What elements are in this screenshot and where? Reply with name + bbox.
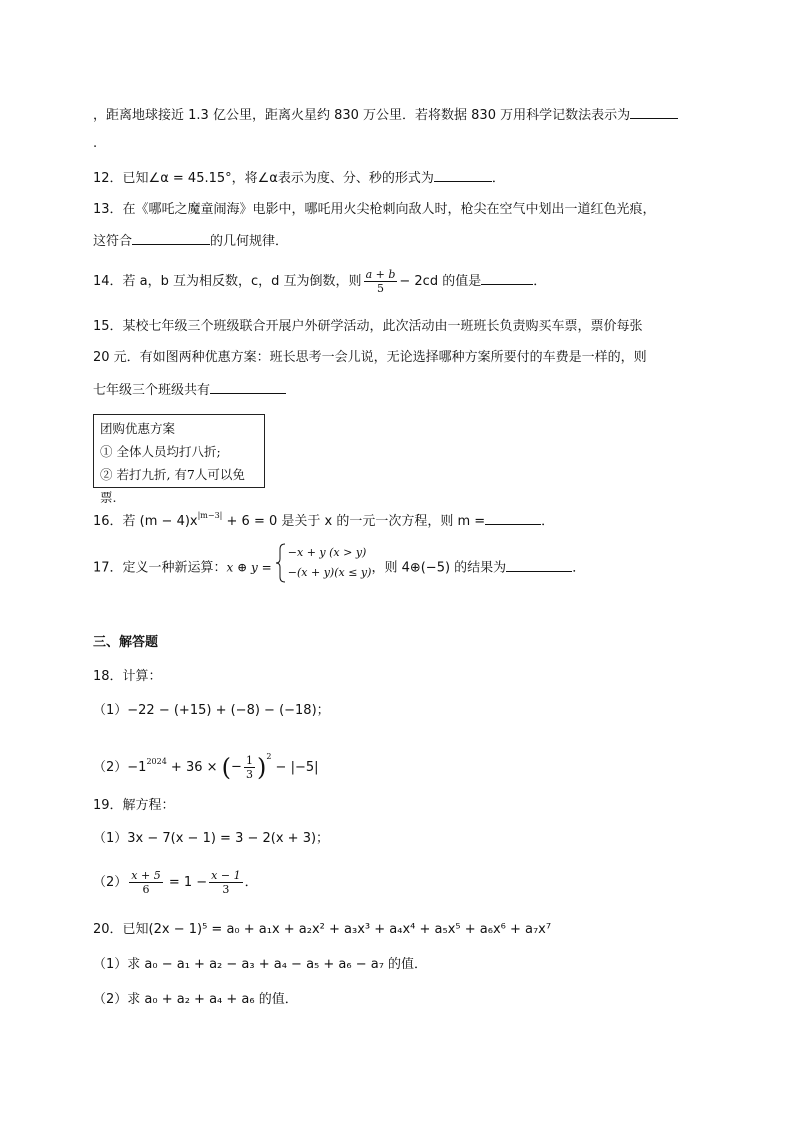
q13-line2 [93, 230, 288, 252]
q18-part2 [93, 741, 319, 784]
q19-p2-end: ． [244, 875, 258, 890]
q15-text: 七年级三个班级共有 [93, 383, 211, 398]
q19-fraction-1 [129, 869, 162, 896]
box-item-2: ② 若打九折, 有7人可以免票. [100, 467, 245, 505]
q20-part2: （2）求 a₀ + a₂ + a₄ + a₆ 的值． [93, 992, 298, 1007]
q17-case-2: −(x + y)(x ≤ y) [287, 566, 372, 579]
brace-icon [276, 543, 286, 583]
q12 [93, 167, 505, 189]
q17-cases [276, 543, 372, 593]
discount-scheme-box [93, 414, 265, 505]
q15-line3 [93, 379, 286, 401]
q13-end: 的几何规律． [210, 234, 289, 249]
q18-title: 18．计算： [93, 669, 162, 684]
q12-text: 12．已知∠α = 45.15°，将∠α表示为度、分、秒的形式为 [93, 171, 434, 186]
q18-p2-text: （2）−1 [93, 760, 147, 775]
q18-part1: （1）−22 − (+15) + (−8) − (−18)； [93, 703, 330, 718]
q19-p2-text: （2） [93, 875, 128, 890]
q11-line1 [93, 104, 678, 126]
q16 [93, 506, 554, 532]
q17-mid: ，则 4⊕(−5) 的结果为 [371, 560, 507, 576]
q20-title: 20．已知(2x − 1)⁵ = a₀ + a₁x + a₂x² + a₃x³ + a₄x⁴ + a₅x⁵ + a₆x⁶ + a₇x⁷ [93, 922, 552, 937]
q19-f2-den: 3 [222, 883, 230, 896]
q17-answer-blank[interactable] [506, 557, 572, 572]
q19-fraction-2 [209, 869, 242, 896]
q19-f1-num: x + 5 [131, 869, 161, 882]
q17 [93, 543, 585, 593]
box-title: 团购优惠方案 [100, 421, 176, 436]
q11-answer-blank[interactable] [630, 104, 678, 119]
q19-title: 19．解方程： [93, 798, 175, 813]
q16-answer-blank[interactable] [485, 510, 541, 525]
q19-part1: （1）3x − 7(x − 1) = 3 − 2(x + 3)； [93, 831, 330, 846]
q12-end: ． [491, 171, 505, 186]
q11-text: ，距离地球接近 1.3 亿公里，距离火星约 830 万公里．若将数据 830 万用科学记数法表示为 [93, 108, 631, 123]
left-paren: ( [221, 753, 232, 782]
q19-f1-den: 6 [142, 883, 150, 896]
q14-answer-blank[interactable] [481, 270, 533, 285]
q16-mid: + 6 = 0 是关于 x 的一元一次方程，则 m = [222, 514, 486, 529]
q19-p2-mid: = 1 − [164, 875, 208, 890]
q16-text: 16．若 (m − 4)x [93, 514, 198, 529]
q18-fraction [244, 754, 255, 781]
q11-line2: . [93, 136, 98, 151]
q13-line1: 13．在《哪吒之魔童闹海》电影中，哪吒用火尖枪刺向敌人时，枪尖在空气中划出一道红色光痕， [93, 202, 656, 217]
q12-answer-blank[interactable] [434, 167, 492, 182]
q15-line2: 20 元．有如图两种优惠方案：班长思考一会儿说，无论选择哪种方案所要付的车费是一样的，则 [93, 350, 647, 365]
q13-text: 这符合 [93, 234, 133, 249]
q14-frac-den: 5 [376, 282, 384, 295]
section-title: 三、解答题 [93, 635, 159, 650]
q16-end: ． [541, 514, 555, 529]
q20-part1: （1）求 a₀ − a₁ + a₂ − a₃ + a₄ − a₅ + a₆ − a₇ 的值． [93, 957, 428, 972]
q17-text: 17．定义一种新运算： [93, 560, 227, 576]
box-item-1: ① 全体人员均打八折; [100, 444, 221, 459]
q18-p2-exponent-2: 2 [266, 752, 272, 761]
q14-end: ． [533, 274, 547, 289]
q19-f2-num: x − 1 [211, 869, 241, 882]
q14-text: 14．若 a，b 互为相反数，c，d 互为倒数，则 [93, 274, 362, 289]
q16-exponent: |m−3| [197, 511, 223, 520]
q14 [93, 268, 546, 295]
q13-answer-blank[interactable] [132, 230, 210, 245]
right-paren: ) [256, 753, 267, 782]
q17-case-1: −x + y (x > y) [287, 546, 367, 559]
q17-operator: x ⊕ y = [226, 560, 272, 575]
q15-answer-blank[interactable] [210, 379, 286, 394]
q18-p2-mid: + 36 × [166, 760, 218, 775]
q19-part2 [93, 866, 258, 900]
q17-end: ． [572, 560, 586, 576]
q14-mid: − 2cd 的值是 [399, 274, 482, 289]
minus-sign: − [231, 759, 242, 775]
q18-frac-den: 3 [245, 768, 253, 781]
q18-p2-exponent: 2024 [146, 757, 167, 766]
q18-p2-end: − |−5| [271, 760, 319, 775]
q18-frac-num: 1 [245, 754, 253, 767]
q14-fraction [364, 268, 398, 295]
q14-frac-num: a + b [365, 268, 396, 281]
q15-line1: 15．某校七年级三个班级联合开展户外研学活动，此次活动由一班班长负责购买车票，票价每张 [93, 319, 643, 334]
